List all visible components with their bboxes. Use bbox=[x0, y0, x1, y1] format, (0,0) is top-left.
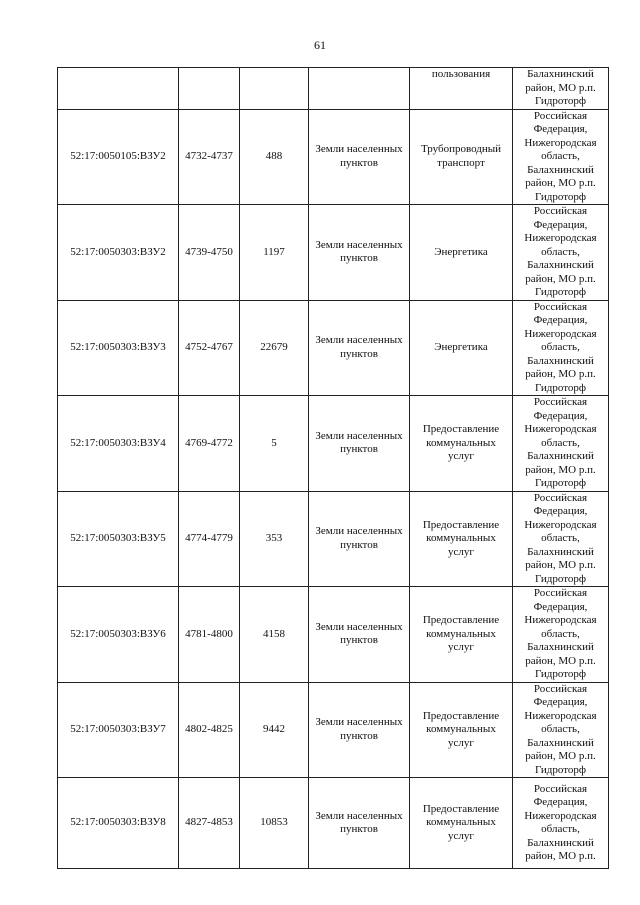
points-cell: 4739-4750 bbox=[179, 205, 240, 301]
cadastral-number-cell: 52:17:0050303:ВЗУ6 bbox=[58, 587, 179, 683]
table-row bbox=[58, 396, 609, 492]
area-cell: 22679 bbox=[240, 300, 309, 396]
points-cell: 4774-4779 bbox=[179, 491, 240, 587]
points-cell: 4802-4825 bbox=[179, 682, 240, 778]
cadastral-number-cell: 52:17:0050303:ВЗУ8 bbox=[58, 778, 179, 869]
area-cell: 4158 bbox=[240, 587, 309, 683]
location-cell: Российская Федерация, Нижегородская область, Балахнинский район, МО р.п. Гидроторф bbox=[513, 396, 609, 492]
land-category-cell: Земли населенных пунктов bbox=[309, 491, 410, 587]
cadastral-number-cell: 52:17:0050303:ВЗУ7 bbox=[58, 682, 179, 778]
permitted-use-cell: Трубопроводный транспорт bbox=[410, 109, 513, 205]
table-row bbox=[58, 205, 609, 301]
points-cell: 4769-4772 bbox=[179, 396, 240, 492]
location-cell: Балахнинский район, МО р.п. Гидроторф bbox=[513, 68, 609, 110]
cadastral-number-cell: 52:17:0050303:ВЗУ5 bbox=[58, 491, 179, 587]
location-cell: Российская Федерация, Нижегородская область, Балахнинский район, МО р.п. Гидроторф bbox=[513, 109, 609, 205]
permitted-use-cell: пользования bbox=[410, 68, 513, 110]
permitted-use-cell: Предоставление коммунальных услуг bbox=[410, 682, 513, 778]
table-row bbox=[58, 587, 609, 683]
land-category-cell: Земли населенных пунктов bbox=[309, 396, 410, 492]
land-category-cell bbox=[309, 68, 410, 110]
points-cell bbox=[179, 68, 240, 110]
area-cell: 1197 bbox=[240, 205, 309, 301]
permitted-use-cell: Предоставление коммунальных услуг bbox=[410, 587, 513, 683]
area-cell bbox=[240, 68, 309, 110]
points-cell: 4781-4800 bbox=[179, 587, 240, 683]
area-cell: 353 bbox=[240, 491, 309, 587]
location-cell: Российская Федерация, Нижегородская область, Балахнинский район, МО р.п. Гидроторф bbox=[513, 491, 609, 587]
area-cell: 488 bbox=[240, 109, 309, 205]
land-category-cell: Земли населенных пунктов bbox=[309, 587, 410, 683]
permitted-use-cell: Энергетика bbox=[410, 205, 513, 301]
land-category-cell: Земли населенных пунктов bbox=[309, 682, 410, 778]
location-cell: Российская Федерация, Нижегородская область, Балахнинский район, МО р.п. Гидроторф bbox=[513, 205, 609, 301]
area-cell: 9442 bbox=[240, 682, 309, 778]
cadastral-number-cell: 52:17:0050303:ВЗУ2 bbox=[58, 205, 179, 301]
table-row bbox=[58, 682, 609, 778]
table-row bbox=[58, 491, 609, 587]
points-cell: 4732-4737 bbox=[179, 109, 240, 205]
land-plots-table bbox=[57, 67, 609, 869]
table-row bbox=[58, 68, 609, 110]
points-cell: 4827-4853 bbox=[179, 778, 240, 869]
land-category-cell: Земли населенных пунктов bbox=[309, 109, 410, 205]
permitted-use-cell: Энергетика bbox=[410, 300, 513, 396]
area-cell: 5 bbox=[240, 396, 309, 492]
cadastral-number-cell: 52:17:0050105:ВЗУ2 bbox=[58, 109, 179, 205]
land-category-cell: Земли населенных пунктов bbox=[309, 778, 410, 869]
table-row bbox=[58, 109, 609, 205]
points-cell: 4752-4767 bbox=[179, 300, 240, 396]
table-row bbox=[58, 300, 609, 396]
page-number: 61 bbox=[314, 38, 326, 52]
location-cell: Российская Федерация, Нижегородская область, Балахнинский район, МО р.п. Гидроторф bbox=[513, 682, 609, 778]
cadastral-number-cell: 52:17:0050303:ВЗУ4 bbox=[58, 396, 179, 492]
permitted-use-cell: Предоставление коммунальных услуг bbox=[410, 491, 513, 587]
table-row bbox=[58, 778, 609, 869]
location-cell: Российская Федерация, Нижегородская область, Балахнинский район, МО р.п. bbox=[513, 778, 609, 869]
location-cell: Российская Федерация, Нижегородская область, Балахнинский район, МО р.п. Гидроторф bbox=[513, 300, 609, 396]
permitted-use-cell: Предоставление коммунальных услуг bbox=[410, 396, 513, 492]
land-category-cell: Земли населенных пунктов bbox=[309, 300, 410, 396]
area-cell: 10853 bbox=[240, 778, 309, 869]
cadastral-number-cell: 52:17:0050303:ВЗУ3 bbox=[58, 300, 179, 396]
permitted-use-cell: Предоставление коммунальных услуг bbox=[410, 778, 513, 869]
cadastral-number-cell bbox=[58, 68, 179, 110]
land-category-cell: Земли населенных пунктов bbox=[309, 205, 410, 301]
location-cell: Российская Федерация, Нижегородская область, Балахнинский район, МО р.п. Гидроторф bbox=[513, 587, 609, 683]
